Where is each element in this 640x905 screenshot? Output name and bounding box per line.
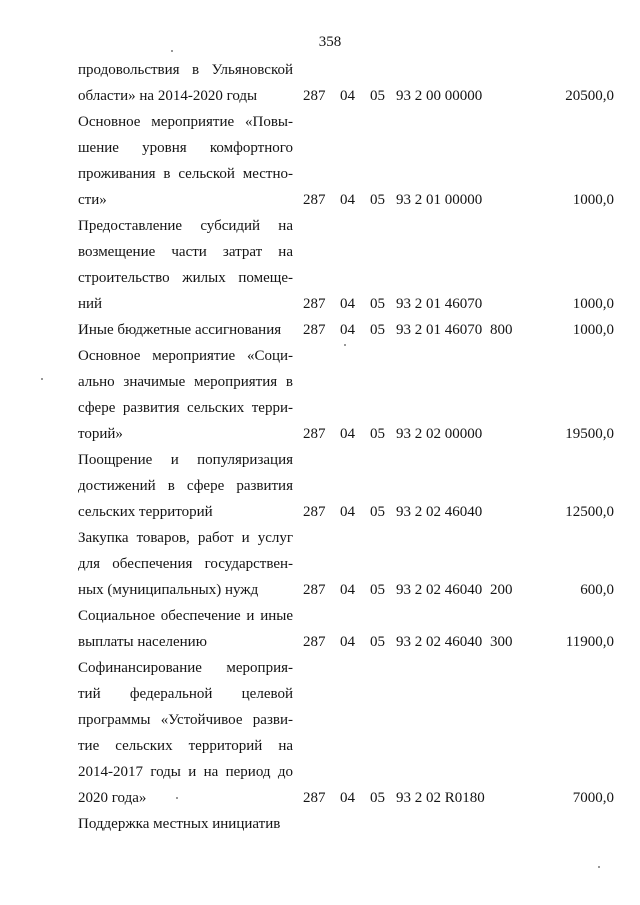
grbs-code: 287 bbox=[303, 192, 326, 208]
subsection-code: 05 bbox=[370, 504, 385, 520]
row-codes bbox=[78, 421, 614, 447]
amount: 1000,0 bbox=[572, 192, 614, 208]
target-article-code: 93 2 02 46040 bbox=[396, 504, 483, 520]
description-line: сельских территорий bbox=[78, 504, 213, 520]
target-article-code: 93 2 02 46040 bbox=[396, 582, 483, 598]
grbs-code: 287 bbox=[303, 582, 326, 598]
description-line: выплаты населению bbox=[78, 634, 207, 650]
scan-speck bbox=[171, 50, 173, 52]
row-codes bbox=[78, 187, 614, 213]
row-codes bbox=[78, 811, 608, 837]
target-article-code: 93 2 01 46070 bbox=[396, 322, 483, 338]
row-codes bbox=[78, 499, 614, 525]
scan-speck bbox=[344, 344, 346, 346]
amount: 12500,0 bbox=[565, 504, 614, 520]
subsection-code: 05 bbox=[370, 426, 385, 442]
description-line: области» на 2014-2020 годы bbox=[78, 88, 258, 104]
description-line: возмещение части затрат на bbox=[78, 244, 293, 260]
description-line: программы «Устойчивое разви- bbox=[78, 712, 293, 728]
subsection-code: 05 bbox=[370, 88, 385, 104]
target-article-code: 93 2 01 46070 bbox=[396, 296, 483, 312]
subsection-code: 05 bbox=[370, 192, 385, 208]
grbs-code: 287 bbox=[303, 296, 326, 312]
subsection-code: 05 bbox=[370, 582, 385, 598]
description-line: Поддержка местных инициатив bbox=[78, 816, 281, 832]
row-codes bbox=[78, 317, 614, 343]
description-line: шение уровня комфортного bbox=[78, 140, 293, 156]
grbs-code: 287 bbox=[303, 88, 326, 104]
expense-type-code: 300 bbox=[490, 634, 513, 650]
row-codes bbox=[78, 291, 614, 317]
amount: 1000,0 bbox=[572, 296, 614, 312]
amount: 20500,0 bbox=[565, 88, 614, 104]
description-line: проживания в сельской местно- bbox=[78, 166, 293, 182]
description-line: Закупка товаров, работ и услуг bbox=[78, 530, 293, 546]
expense-type-code: 800 bbox=[490, 322, 513, 338]
description-line: тие сельских территорий на bbox=[78, 738, 293, 754]
description-line: Предоставление субсидий на bbox=[78, 218, 293, 234]
description-line: 2020 года» bbox=[78, 790, 147, 806]
scan-speck bbox=[176, 797, 178, 799]
description-line: торий» bbox=[78, 426, 123, 442]
subsection-code: 05 bbox=[370, 634, 385, 650]
row-codes bbox=[78, 785, 614, 811]
row-codes bbox=[78, 629, 614, 655]
amount: 19500,0 bbox=[565, 426, 614, 442]
amount: 11900,0 bbox=[565, 634, 614, 650]
expense-type-code: 200 bbox=[490, 582, 513, 598]
description-line: Основное мероприятие «Соци- bbox=[78, 348, 293, 364]
description-line: тий федеральной целевой bbox=[78, 686, 293, 702]
description-line: 2014-2017 годы и на период до bbox=[78, 764, 293, 780]
description-line: Иные бюджетные ассигнования bbox=[78, 322, 282, 338]
subsection-code: 05 bbox=[370, 322, 385, 338]
description-line: сфере развития сельских терри- bbox=[78, 400, 293, 416]
description-line: ний bbox=[78, 296, 103, 312]
target-article-code: 93 2 00 00000 bbox=[396, 88, 483, 104]
section-code: 04 bbox=[340, 582, 355, 598]
description-line: сти» bbox=[78, 192, 107, 208]
scan-speck bbox=[41, 378, 43, 380]
description-line: ных (муниципальных) нужд bbox=[78, 582, 259, 598]
grbs-code: 287 bbox=[303, 504, 326, 520]
section-code: 04 bbox=[340, 790, 355, 806]
description-line: Софинансирование мероприя- bbox=[78, 660, 293, 676]
description-line: ально значимые мероприятия в bbox=[78, 374, 293, 390]
target-article-code: 93 2 02 R0180 bbox=[396, 790, 485, 806]
amount: 7000,0 bbox=[572, 790, 614, 806]
grbs-code: 287 bbox=[303, 634, 326, 650]
grbs-code: 287 bbox=[303, 322, 326, 338]
description-line: Социальное обеспечение и иные bbox=[78, 608, 293, 624]
description-line: достижений в сфере развития bbox=[78, 478, 293, 494]
description-line: Поощрение и популяризация bbox=[78, 452, 293, 468]
section-code: 04 bbox=[340, 88, 355, 104]
row-codes bbox=[78, 577, 614, 603]
description-line: Основное мероприятие «Повы- bbox=[78, 114, 293, 130]
grbs-code: 287 bbox=[303, 426, 326, 442]
description-line: строительство жилых помеще- bbox=[78, 270, 293, 286]
section-code: 04 bbox=[340, 504, 355, 520]
row-codes bbox=[78, 83, 614, 109]
amount: 600,0 bbox=[580, 582, 614, 598]
subsection-code: 05 bbox=[370, 296, 385, 312]
amount: 1000,0 bbox=[572, 322, 614, 338]
page-number: 358 bbox=[318, 34, 342, 50]
target-article-code: 93 2 01 00000 bbox=[396, 192, 483, 208]
section-code: 04 bbox=[340, 634, 355, 650]
section-code: 04 bbox=[340, 192, 355, 208]
scan-speck bbox=[598, 866, 600, 868]
target-article-code: 93 2 02 00000 bbox=[396, 426, 483, 442]
subsection-code: 05 bbox=[370, 790, 385, 806]
grbs-code: 287 bbox=[303, 790, 326, 806]
section-code: 04 bbox=[340, 322, 355, 338]
description-line: продовольствия в Ульяновской bbox=[78, 62, 293, 78]
section-code: 04 bbox=[340, 426, 355, 442]
section-code: 04 bbox=[340, 296, 355, 312]
description-line: для обеспечения государствен- bbox=[78, 556, 293, 572]
target-article-code: 93 2 02 46040 bbox=[396, 634, 483, 650]
